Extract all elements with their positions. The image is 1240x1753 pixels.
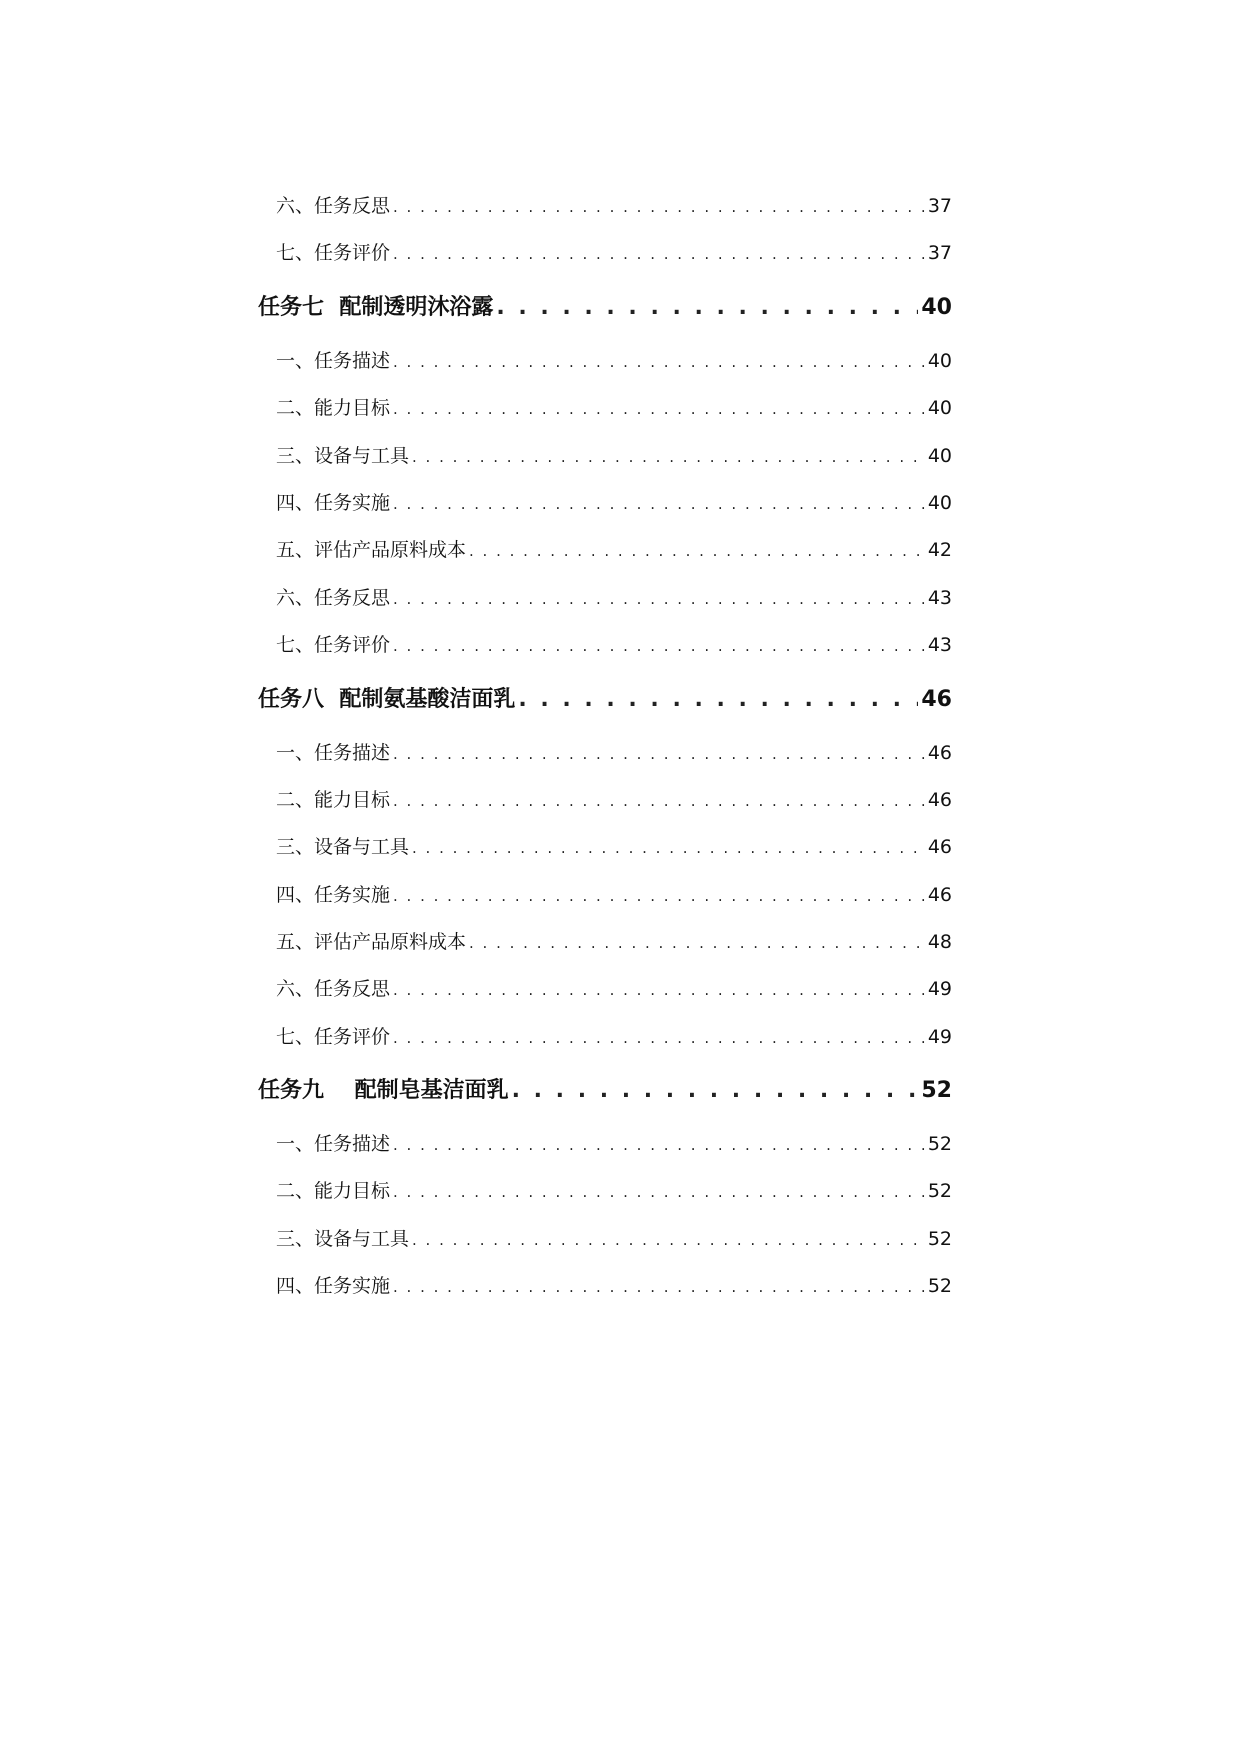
toc-entry-page: 37: [927, 242, 952, 264]
toc-chapter-title: 任务七 配制透明沐浴露: [258, 295, 494, 320]
toc-entry[interactable]: [276, 346, 952, 373]
toc-leader-dots: [412, 839, 925, 857]
toc-entry[interactable]: [276, 393, 952, 420]
toc-leader-dots: [512, 1078, 919, 1103]
toc-leader-dots: [393, 792, 925, 810]
toc-entry[interactable]: [276, 1129, 952, 1156]
toc-entry[interactable]: [276, 488, 952, 515]
toc-leader-dots: [393, 353, 925, 371]
toc-entry-label: 七、任务评价: [276, 634, 391, 656]
toc-entry[interactable]: [276, 832, 952, 859]
toc-entry-label: 七、任务评价: [276, 242, 391, 264]
toc-entry[interactable]: [276, 238, 952, 265]
toc-chapter-title: 任务九 配制皂基洁面乳: [258, 1078, 509, 1103]
toc-leader-dots: [393, 245, 925, 263]
toc-chapter-entry[interactable]: [258, 682, 952, 713]
toc-entry-page: 49: [927, 1026, 952, 1048]
toc-chapter-page: 40: [921, 295, 952, 320]
toc-entry-label: 五、评估产品原料成本: [276, 539, 467, 561]
toc-leader-dots: [393, 400, 925, 418]
toc-entry-page: 48: [927, 931, 952, 953]
toc-entry-label: 一、任务描述: [276, 1133, 391, 1155]
toc-leader-dots: [393, 981, 925, 999]
toc-entry-page: 40: [927, 492, 952, 514]
toc-chapter-entry[interactable]: [258, 290, 952, 321]
toc-leader-dots: [393, 1278, 925, 1296]
toc-entry-page: 46: [927, 884, 952, 906]
toc-entry-label: 二、能力目标: [276, 789, 391, 811]
toc-entry-page: 52: [927, 1275, 952, 1297]
toc-leader-dots: [393, 1136, 925, 1154]
toc-leader-dots: [496, 295, 918, 320]
toc-entry[interactable]: [276, 191, 952, 218]
toc-leader-dots: [412, 1231, 925, 1249]
toc-entry-page: 46: [927, 742, 952, 764]
toc-entry-label: 六、任务反思: [276, 195, 391, 217]
toc-entry-label: 五、评估产品原料成本: [276, 931, 467, 953]
toc-leader-dots: [393, 198, 925, 216]
toc-entry-page: 52: [927, 1180, 952, 1202]
toc-entry-label: 三、设备与工具: [276, 836, 410, 858]
toc-entry-label: 四、任务实施: [276, 1275, 391, 1297]
toc-entry[interactable]: [276, 630, 952, 657]
toc-leader-dots: [518, 687, 918, 712]
toc-chapter-entry[interactable]: [258, 1073, 952, 1104]
toc-entry-page: 46: [927, 836, 952, 858]
toc-entry[interactable]: [276, 738, 952, 765]
toc-entry-page: 52: [927, 1133, 952, 1155]
toc-entry[interactable]: [276, 927, 952, 954]
toc-chapter-title: 任务八 配制氨基酸洁面乳: [258, 687, 516, 712]
toc-entry[interactable]: [276, 880, 952, 907]
toc-entry-page: 40: [927, 397, 952, 419]
toc-entry-page: 43: [927, 634, 952, 656]
toc-entry-label: 四、任务实施: [276, 884, 391, 906]
toc-leader-dots: [469, 542, 925, 560]
toc-leader-dots: [393, 887, 925, 905]
toc-leader-dots: [393, 495, 925, 513]
toc-entry[interactable]: [276, 535, 952, 562]
toc-entry[interactable]: [276, 441, 952, 468]
toc-leader-dots: [393, 1029, 925, 1047]
toc-entry-label: 六、任务反思: [276, 587, 391, 609]
toc-entry[interactable]: [276, 974, 952, 1001]
toc-entry[interactable]: [276, 583, 952, 610]
toc-entry[interactable]: [276, 1176, 952, 1203]
toc-entry-label: 二、能力目标: [276, 1180, 391, 1202]
toc-entry[interactable]: [276, 1224, 952, 1251]
toc-entry-label: 四、任务实施: [276, 492, 391, 514]
toc-entry-page: 40: [927, 445, 952, 467]
toc-chapter-page: 46: [921, 687, 952, 712]
toc-entry-label: 一、任务描述: [276, 350, 391, 372]
toc-entry-label: 三、设备与工具: [276, 1228, 410, 1250]
toc-leader-dots: [393, 1183, 925, 1201]
toc-entry-label: 七、任务评价: [276, 1026, 391, 1048]
toc-leader-dots: [393, 745, 925, 763]
toc-entry-page: 52: [927, 1228, 952, 1250]
toc-leader-dots: [393, 590, 925, 608]
toc-entry-label: 一、任务描述: [276, 742, 391, 764]
toc-leader-dots: [412, 448, 925, 466]
toc-entry-label: 六、任务反思: [276, 978, 391, 1000]
toc-entry-page: 42: [927, 539, 952, 561]
toc-entry-page: 46: [927, 789, 952, 811]
toc-entry-page: 43: [927, 587, 952, 609]
toc-entry-page: 49: [927, 978, 952, 1000]
toc-leader-dots: [393, 637, 925, 655]
toc-entry[interactable]: [276, 1022, 952, 1049]
toc-chapter-page: 52: [921, 1078, 952, 1103]
toc-entry-label: 二、能力目标: [276, 397, 391, 419]
toc-leader-dots: [469, 934, 925, 952]
toc-entry[interactable]: [276, 785, 952, 812]
toc-entry-page: 40: [927, 350, 952, 372]
toc-entry[interactable]: [276, 1271, 952, 1298]
toc-entry-label: 三、设备与工具: [276, 445, 410, 467]
toc-entry-page: 37: [927, 195, 952, 217]
